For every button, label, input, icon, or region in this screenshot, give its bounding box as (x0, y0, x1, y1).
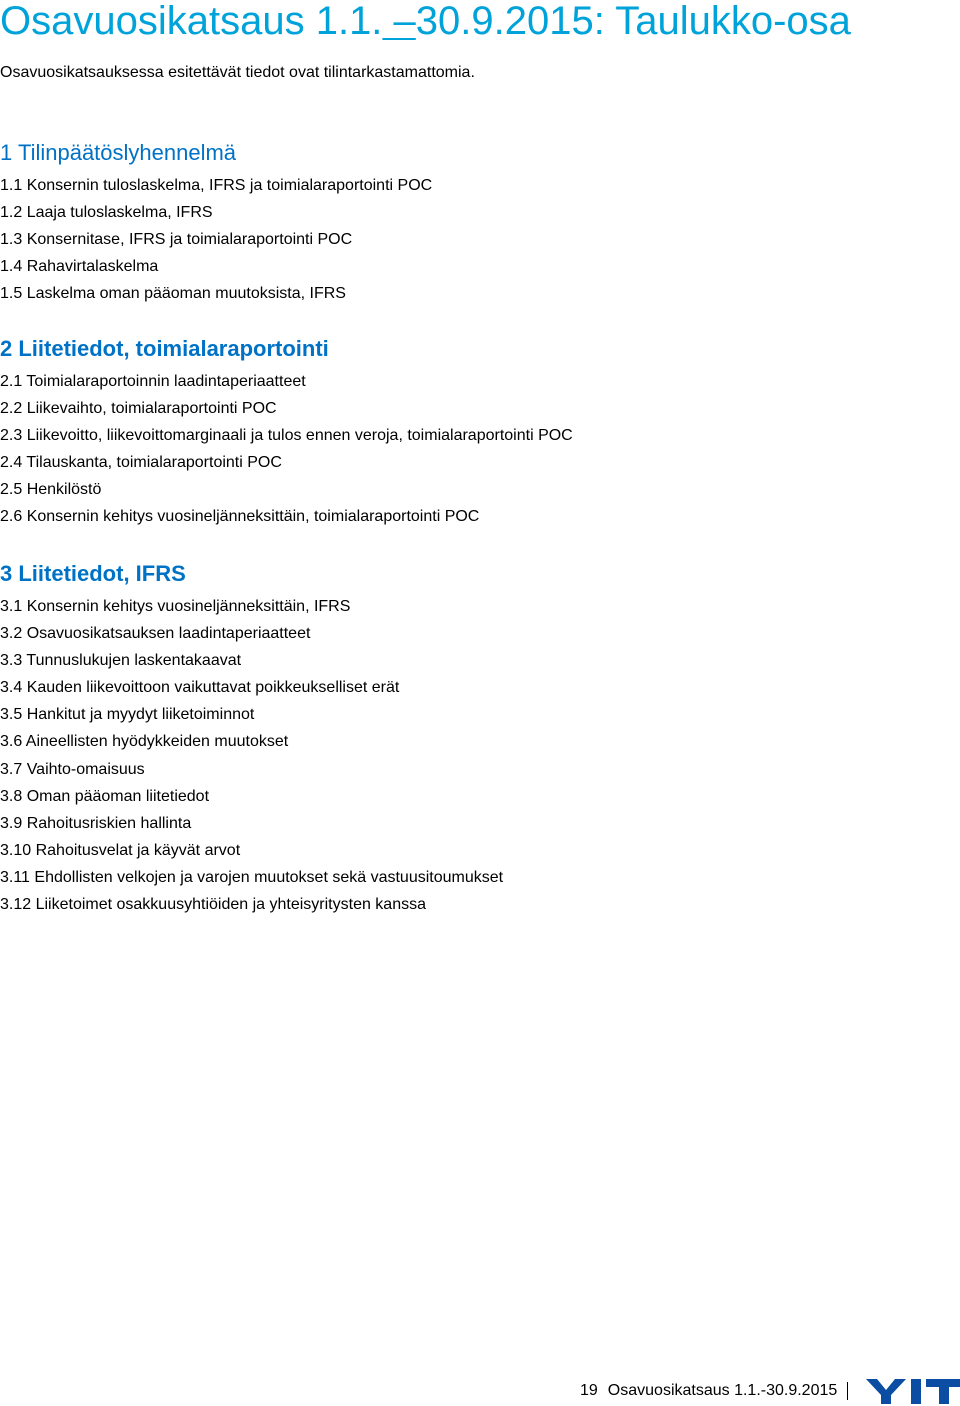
section-3 (0, 561, 503, 918)
page-title-dash: – (382, 0, 416, 43)
toc-item: 3.6 Aineellisten hyödykkeiden muutokset (0, 733, 289, 751)
section-heading: 1 Tilinpäätöslyhennelmä (0, 140, 237, 165)
footer-doc-label: Osavuosikatsaus 1.1.-30.9.2015 (607, 1382, 838, 1399)
toc-item: 2.6 Konsernin kehitys vuosineljänneksittäin, toimialaraportointi POC (0, 508, 480, 526)
page-title-prefix: Osavuosikatsaus 1.1. (0, 0, 383, 43)
toc-item: 2.4 Tilauskanta, toimialaraportointi POC (0, 454, 282, 472)
toc-list (0, 172, 432, 307)
toc-item: 2.3 Liikevoitto, liikevoittomarginaali ja tulos ennen veroja, toimialaraportointi POC (0, 427, 573, 445)
toc-item: 1.3 Konsernitase, IFRS ja toimialaraportointi POC (0, 231, 353, 249)
yit-logo-icon (866, 1377, 960, 1405)
toc-list (0, 368, 573, 531)
page-title-suffix: 30.9.2015: Taulukko-osa (415, 0, 851, 43)
toc-item: 1.2 Laaja tuloslaskelma, IFRS (0, 204, 213, 222)
toc-item: 2.1 Toimialaraportoinnin laadintaperiaatteet (0, 373, 306, 390)
page-title (0, 0, 851, 42)
section-heading: 3 Liitetiedot, IFRS (0, 561, 186, 586)
section-heading: 2 Liitetiedot, toimialaraportointi (0, 336, 329, 361)
toc-item: 3.1 Konsernin kehitys vuosineljänneksittäin, IFRS (0, 598, 351, 615)
toc-item: 2.5 Henkilöstö (0, 481, 102, 499)
toc-item: 3.7 Vaihto-omaisuus (0, 760, 145, 778)
section-2 (0, 336, 573, 531)
intro-text: Osavuosikatsauksessa esitettävät tiedot ovat tilintarkastamattomia. (0, 64, 475, 81)
toc-item: 1.5 Laskelma oman pääoman muutoksista, IFRS (0, 285, 346, 303)
page-number: 19 (580, 1382, 598, 1399)
toc-item: 1.1 Konsernin tuloslaskelma, IFRS ja toimialaraportointi POC (0, 177, 433, 194)
toc-item: 3.3 Tunnuslukujen laskentakaavat (0, 652, 242, 670)
toc-list (0, 593, 503, 918)
toc-item: 3.12 Liiketoimet osakkuusyhtiöiden ja yhteisyritysten kanssa (0, 896, 426, 914)
toc-item: 3.9 Rahoitusriskien hallinta (0, 814, 192, 832)
toc-item: 3.11 Ehdollisten velkojen ja varojen muutokset sekä vastuusitoumukset (0, 868, 504, 886)
toc-item: 2.2 Liikevaihto, toimialaraportointi POC (0, 400, 277, 418)
page-footer (580, 1376, 960, 1406)
toc-item: 3.10 Rahoitusvelat ja käyvät arvot (0, 841, 241, 859)
toc-item: 3.8 Oman pääoman liitetiedot (0, 787, 210, 805)
toc-item: 3.2 Osavuosikatsauksen laadintaperiaatteet (0, 625, 311, 643)
toc-item: 1.4 Rahavirtalaskelma (0, 258, 159, 276)
section-1 (0, 140, 432, 307)
footer-divider (847, 1382, 848, 1400)
toc-item: 3.5 Hankitut ja myydyt liiketoiminnot (0, 706, 255, 724)
toc-item: 3.4 Kauden liikevoittoon vaikuttavat poikkeukselliset erät (0, 679, 400, 697)
